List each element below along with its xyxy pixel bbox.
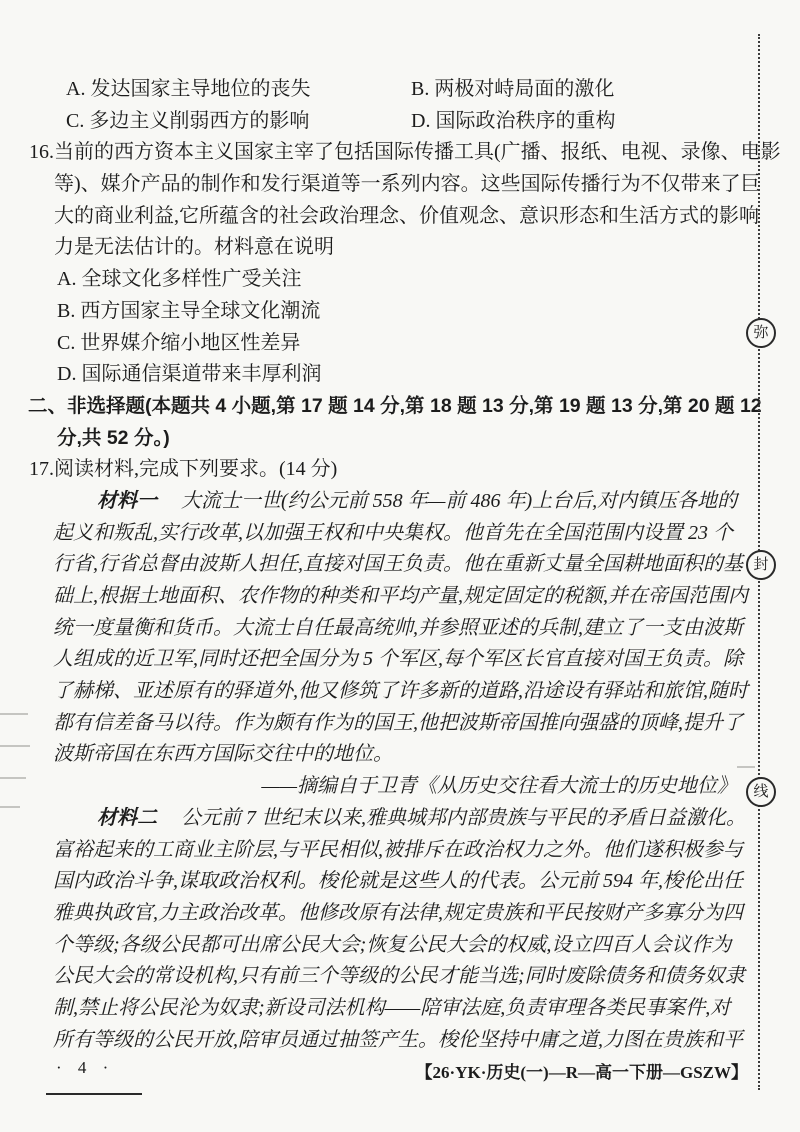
material-1-source: ——摘编自于卫青《从历史交往看大流士的历史地位》 — [261, 775, 737, 798]
material-2-line-5: 个等级;各级公民都可出席公民大会;恢复公民大会的权威,设立四百人会议作为 — [53, 933, 732, 956]
question-16-number: 16. — [29, 141, 54, 164]
material-2-first-text: 公元前 7 世纪末以来,雅典城邦内部贵族与平民的矛盾日益激化。 — [181, 806, 746, 829]
option-c-q15: C. 多边主义削弱西方的影响 — [66, 109, 310, 132]
scan-artifact — [0, 713, 28, 715]
page-number: · 4 · — [56, 1058, 115, 1077]
seal-char-feng: 封 — [746, 550, 776, 580]
material-2-line-2: 富裕起来的工商业主阶层,与平民相似,被排斥在政治权力之外。他们遂积极参与 — [53, 838, 743, 861]
paper-code: 【26·YK·历史(一)—R—高一下册—GSZW】 — [415, 1063, 748, 1082]
option-b-q16: B. 西方国家主导全球文化潮流 — [57, 299, 321, 322]
material-1-line-2: 起义和叛乱,实行改革,以加强王权和中央集权。他首先在全国范围内设置 23 个 — [53, 521, 733, 544]
scan-artifact — [0, 745, 30, 747]
page-number-underline — [46, 1093, 142, 1095]
options-row-q15-1 — [0, 74, 800, 106]
options-row-q15-2 — [0, 106, 800, 138]
scan-artifact — [0, 777, 26, 779]
question-16-line-4: 力是无法估计的。材料意在说明 — [54, 236, 334, 259]
question-16-text: 当前的西方资本主义国家主宰了包括国际传播工具(广播、报纸、电视、录像、电影 — [54, 141, 781, 164]
option-d-q16: D. 国际通信渠道带来丰厚利润 — [57, 363, 322, 386]
material-1-label: 材料一 — [97, 489, 157, 512]
material-2-line-7: 制,禁止将公民沦为奴隶;新设司法机构——陪审法庭,负责审理各类民事案件,对 — [53, 996, 731, 1019]
material-2-line-1 — [0, 803, 800, 835]
material-1-line-7: 了赫梯、亚述原有的驿道外,他又修筑了许多新的道路,沿途设有驿站和旅馆,随时 — [53, 680, 748, 703]
material-2-line-6: 公民大会的常设机构,只有前三个等级的公民才能当选;同时废除债务和债务奴隶 — [53, 965, 745, 988]
option-d-q15: D. 国际政治秩序的重构 — [411, 109, 616, 132]
section-2-header: 二、非选择题(本题共 4 小题,第 17 题 14 分,第 18 题 13 分,第 19 题 13 分,第 20 题 12 — [28, 394, 762, 417]
material-1-line-5: 统一度量衡和货币。大流士自任最高统帅,并参照亚述的兵制,建立了一支由波斯 — [53, 616, 743, 639]
material-1-first-text: 大流士一世(约公元前 558 年—前 486 年)上台后,对内镇压各地的 — [181, 489, 738, 512]
material-1-line-8: 都有信差备马以待。作为颇有作为的国王,他把波斯帝国推向强盛的顶峰,提升了 — [53, 711, 743, 734]
seal-char-mi: 弥 — [746, 318, 776, 348]
section-2-header-cont: 分,共 52 分。) — [57, 426, 170, 449]
material-1-line-6: 人组成的近卫军,同时还把全国分为 5 个军区,每个军区长官直接对国王负责。除 — [53, 648, 743, 671]
material-1-line-1 — [0, 486, 800, 518]
option-c-q16: C. 世界媒介缩小地区性差异 — [57, 331, 301, 354]
question-16-line-2: 等)、媒介产品的制作和发行渠道等一系列内容。这些国际传播行为不仅带来了巨 — [54, 173, 761, 196]
question-17-line-1 — [0, 454, 800, 486]
question-16-line-3: 大的商业利益,它所蕴含的社会政治理念、价值观念、意识形态和生活方式的影响 — [54, 204, 759, 227]
scan-artifact — [0, 806, 20, 808]
scan-artifact — [737, 766, 755, 768]
material-2-label: 材料二 — [97, 806, 157, 829]
question-17-text: 阅读材料,完成下列要求。(14 分) — [54, 458, 338, 481]
question-17-number: 17. — [29, 458, 54, 481]
material-1-line-3: 行省,行省总督由波斯人担任,直接对国王负责。他在重新丈量全国耕地面积的基 — [53, 553, 743, 576]
option-a-q16: A. 全球文化多样性广受关注 — [57, 268, 302, 291]
material-2-line-3: 国内政治斗争,谋取政治权利。梭伦就是这些人的代表。公元前 594 年,梭伦出任 — [53, 870, 743, 893]
option-a-q15: A. 发达国家主导地位的丧失 — [66, 78, 311, 100]
material-1-line-9: 波斯帝国在东西方国际交往中的地位。 — [53, 743, 393, 766]
material-2-line-8: 所有等级的公民开放,陪审员通过抽签产生。梭伦坚持中庸之道,力图在贵族和平 — [53, 1028, 743, 1051]
seal-char-xian: 线 — [746, 777, 776, 807]
material-1-line-4: 础上,根据土地面积、农作物的种类和平均产量,规定固定的税额,并在帝国范围内 — [53, 585, 748, 607]
option-b-q15: B. 两极对峙局面的激化 — [411, 78, 615, 100]
question-16-line-1 — [0, 137, 800, 169]
material-2-line-4: 雅典执政官,力主政治改革。他修改原有法律,规定贵族和平民按财产多寡分为四 — [53, 901, 743, 924]
